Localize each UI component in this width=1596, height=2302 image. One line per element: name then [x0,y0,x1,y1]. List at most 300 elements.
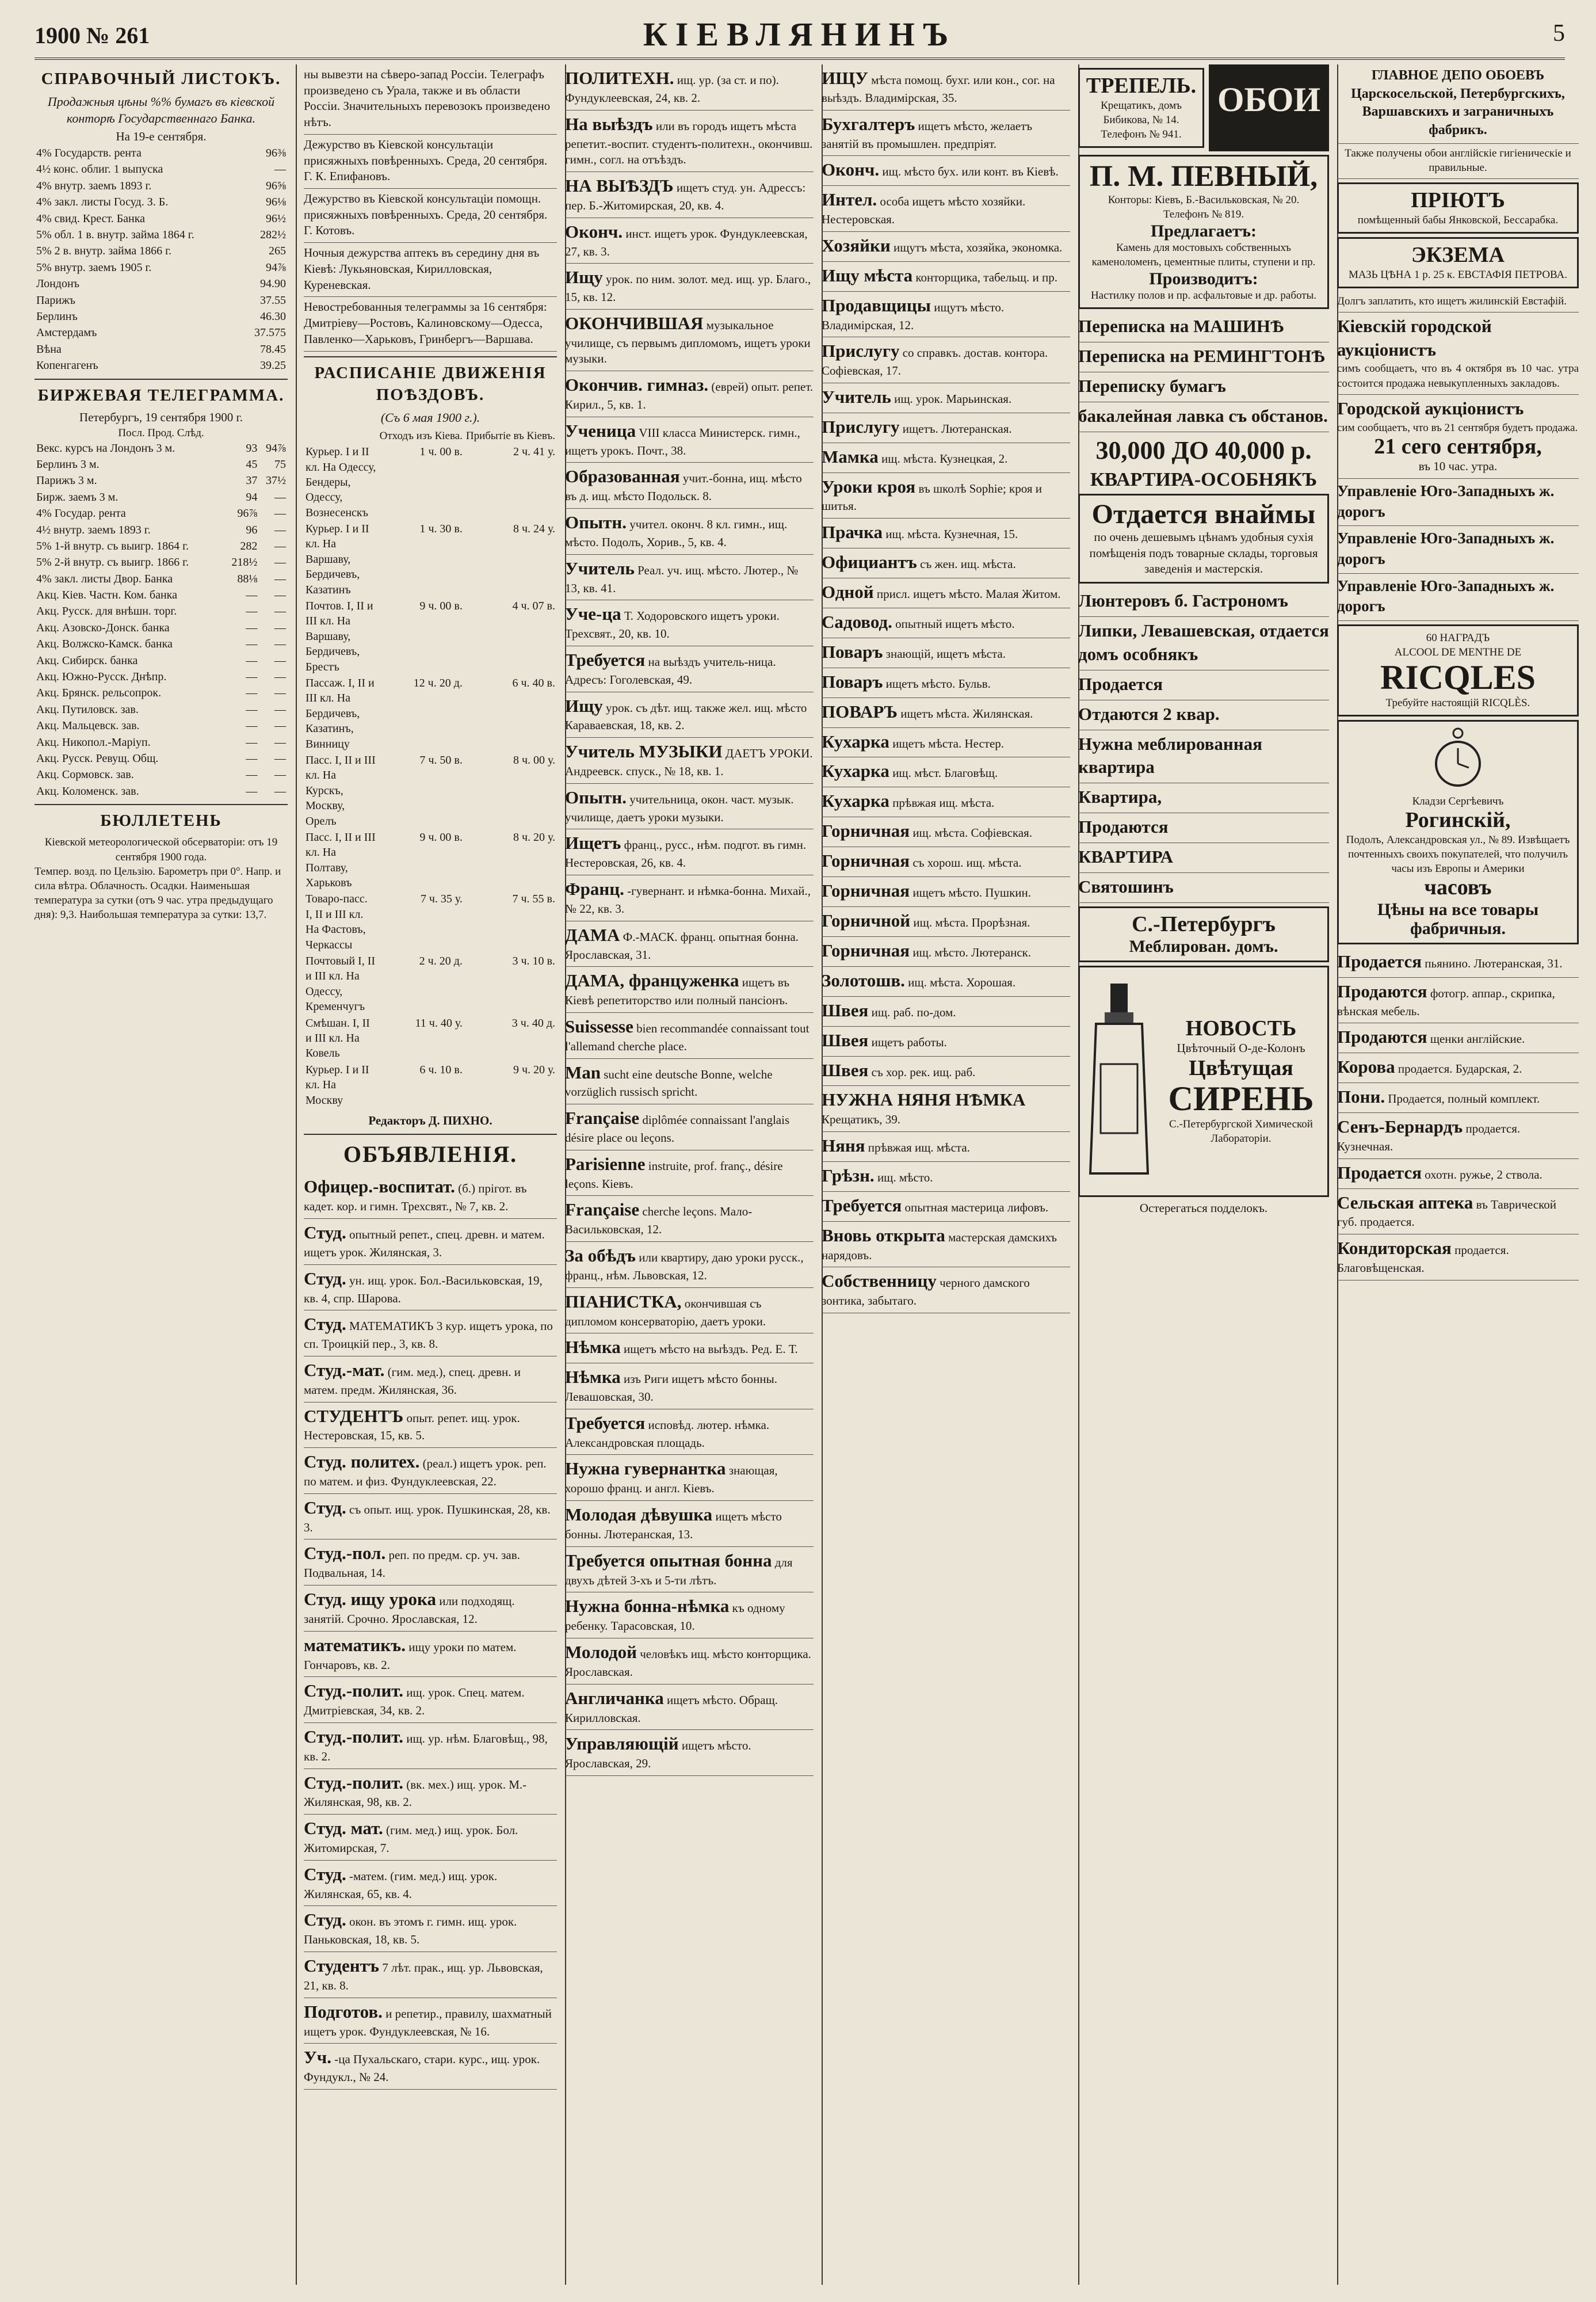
ad-text: ищ. мѣста. Кузнецкая, 2. [881,451,1008,466]
ad-keyword: ИЩУ [822,68,868,88]
table-cell: 39.25 [260,359,286,372]
ad-text: ищетъ. Лютеранская. [902,421,1012,436]
roginsky-top: Кладзи Сергѣевичъ [1412,795,1504,807]
news-item: Невостребованныя телеграммы за 16 сентября: Дмитріеву—Ростовъ, Калиновскому—Одесса, Павленко—Харьковъ, Гринбергъ—Варшава. [304,297,557,351]
ad-text: ищу уроки по матем. Гончаровъ, кв. 2. [304,1640,517,1672]
perepiska-ad: Переписка на МАШИНѢ [1078,316,1284,337]
table-cell: — [274,605,286,618]
classified-ad [304,1769,557,1815]
otdayutsya-ad: Отдаются 2 квар. [1078,703,1220,724]
table-row [35,357,288,373]
kvartira-ad: КВАРТИРА-ОСОБНЯКЪ [1090,469,1318,491]
classified-ad [565,1013,814,1059]
table-row [35,685,288,701]
classified-ad [304,1952,557,1998]
table-cell: 3 ч. 10 в. [512,955,555,968]
table-cell: 88⅛ [237,572,258,585]
table-row [35,767,288,783]
table-cell: Акц. Мальцевск. зав. [36,719,140,733]
table-cell: — [274,556,286,569]
ad-keyword: НУЖНА НЯНЯ НѢМКА [822,1089,1026,1110]
classified-ad [822,698,1070,728]
ad-keyword: Горничной [822,910,911,931]
ad-keyword: Учитель [565,558,635,578]
mebl-ad: Нужна меблированная квартира [1078,733,1262,778]
auction2-date: 21 сего сентября, [1374,434,1542,459]
ad-keyword: СТУДЕНТЪ [304,1405,404,1426]
weather-text: Темпер. возд. по Цельзію. Барометръ при 0°. Напр. и сила вѣтра. Облачность. Осадки. Наименьшая температура за сутки (отъ 9 час. утра предыдущаго дня): 9,3. Наибольшая температура за сутки: 13,7. [35,865,281,921]
classified-ad [822,1267,1070,1313]
table-cell: 4% закл. листы Госуд. З. Б. [36,196,169,209]
eczema-title: ЭКЗЕМА [1411,242,1505,267]
classified-ad [565,64,814,110]
prices-line: Цѣны на все товары фабричныя. [1377,900,1539,938]
roginsky-text: Подолъ, Александровская ул., № 89. Извѣщаетъ почтенныхъ своихъ покупателей, что получилъ часы изъ Европы и Америки [1346,833,1570,875]
ad-keyword: Нѣмка [565,1367,621,1388]
classified-ad [822,1027,1070,1057]
ad-text: ищ. мѣста. Прорѣзная. [913,915,1030,929]
table-row [35,489,288,505]
table-cell: Смѣшан. I, II и III кл. На Ковель [306,1016,370,1060]
ad-text: ищ. раб. по-дом. [871,1005,956,1019]
classified-ad [304,2044,557,2090]
table-cell: — [246,752,258,765]
classified-ad [822,262,1070,292]
classified-ad [565,1592,814,1638]
ad-keyword: Студ. [304,1222,346,1243]
ad-keyword: Горничная [822,940,910,961]
ad-text: Продается, полный комплект. [1388,1092,1540,1106]
priut-title: ПРІЮТЪ [1411,188,1505,212]
news-item: Дежурство въ Кіевской консультаціи помощн. присяжныхъ повѣренныхъ. Среда, 20 сентября. Г. Котовъ. [304,189,557,243]
auction2-title: Городской аукціонистъ [1337,398,1524,418]
page-number: 5 [1553,20,1565,47]
table-row [304,1015,557,1062]
table-cell: 96⅛ [266,196,286,209]
classified-ad [565,1059,814,1105]
table-cell: 4% свид. Крест. Банка [36,212,146,225]
table-row [304,444,557,521]
ad-text: щенки англійские. [1430,1032,1525,1046]
classified-ad [565,218,814,264]
table-row [304,953,557,1015]
ad-keyword: Студ. мат. [304,1818,383,1839]
ad-keyword: ДАМА [565,924,620,945]
table-cell: — [246,605,258,618]
classified-ad [1337,1189,1579,1235]
classified-ad [822,907,1070,937]
depot-sub: Также получены обои англійскіе гигіеническіе и правильные. [1337,144,1579,179]
ad-keyword: Швея [822,1030,869,1050]
classified-ad [304,1632,557,1678]
ad-text: учит.-бонна, ищ. мѣсто въ д. ищ. мѣсто Подольск. 8. [565,471,802,504]
table-cell: Курьер. I и II кл. На Москву [306,1063,369,1107]
ad-keyword: Студентъ [304,1956,379,1976]
ad-keyword: Опытн. [565,787,627,807]
table-cell: 2 ч. 20 д. [419,955,463,968]
classified-ad [565,264,814,310]
table-cell: — [274,490,286,504]
money-ad: 30,000 ДО 40,000 р. [1095,436,1312,464]
ad-text: фотогр. аппар., скрипка, вѣнская мебель. [1337,986,1555,1018]
table-cell: 1 ч. 30 в. [419,523,463,536]
ad-keyword: Пони. [1337,1087,1385,1107]
ad-keyword: Ищу мѣста [822,265,913,285]
ad-text: -гувернант. и нѣмка-бонна. Михай., № 22, кв. 3. [565,884,811,916]
ads-list [1337,948,1579,1280]
ads-list [565,64,814,1776]
ad-keyword: Студ. [304,1863,346,1884]
ad-text: или квартиру, даю уроки русск., франц., нѣм. Львовская, 12. [565,1251,804,1282]
ad-keyword: Хозяйки [822,235,891,256]
table-row [304,521,557,598]
table-cell: Амстердамъ [36,326,97,340]
ad-keyword: Учитель [822,386,891,407]
ad-keyword: Горничная [822,881,910,901]
table-cell: — [274,752,286,765]
table-row [35,669,288,685]
table-cell: 4% внутр. заемъ 1893 г. [36,179,152,192]
classified-ad [1337,1234,1579,1280]
table-cell: 218½ [231,556,258,569]
classified-ad [565,172,814,218]
ad-text: -ца Пухальскаго, стари. курс., ищ. урок. Фундукл., № 24. [304,2052,540,2084]
table-cell: — [246,589,258,602]
table-row [35,522,288,538]
ad-text: ищ. мѣсто. [877,1170,933,1184]
table-cell: 4% закл. листы Двор. Банка [36,572,173,585]
ad-text: Реал. уч. ищ. мѣсто. Лютер., № 13, кв. 41. [565,563,799,595]
classified-ad [822,337,1070,383]
ad-text: ищ. мѣст. Благовѣщ. [892,766,998,780]
classified-ad [565,600,814,646]
classified-ad [565,1333,814,1363]
table-cell: 37 [246,474,258,487]
ad-text: (гим. мед.) ищ. урок. Бол. Житомирская, 7. [304,1823,518,1855]
ad-text: ищ. мѣста. Кузнечная, 15. [885,527,1018,542]
ad-keyword: Швея [822,1000,869,1020]
ad-keyword: Прачка [822,522,883,543]
ad-text: знающая, хорошо франц. и англ. Кіевъ. [565,1463,778,1496]
table-header: Отходъ изъ Кіева. [379,430,463,443]
table-cell: — [274,768,286,782]
classified-ad [1337,948,1579,978]
vnaimy-ad [1078,494,1329,584]
ad-keyword: Студ.-полит. [304,1726,403,1747]
table-cell: — [274,719,286,733]
table-row [35,211,288,227]
classified-ad [565,1196,814,1242]
classified-ad [822,847,1070,877]
table-cell: Почтов. I, II и III кл. На Варшаву, Бердичевъ, Брестъ [306,600,373,673]
ad-keyword: Кондиторская [1337,1238,1452,1259]
ad-keyword: Офицер.-воспитат. [304,1176,455,1197]
table-cell: 96½ [266,212,286,225]
table-row [35,783,288,799]
siren-ad [1078,966,1329,1197]
ad-keyword: Прислугу [822,416,900,437]
table-row [35,276,288,292]
ad-text: черного дамского зонтика, забытаго. [822,1276,1030,1308]
ad-keyword: Продается [1337,951,1422,971]
classified-ad [822,638,1070,668]
ad-text: VIII класса Министерск. гимн., ищетъ урокъ. Почт., 38. [565,425,800,458]
ad-text: Ф.-МАСК. франц. опытная бонна. Ярославская, 31. [565,929,799,962]
news-top: ны вывезти на сѣверо-запад Россіи. Телеграфъ произведено съ Урала, также и въ области Россіи. Значительныхъ перевозокъ произведено нѣтъ. [304,64,557,135]
ad-text: человѣкъ ищ. мѣсто конторщика. Ярославская. [565,1647,811,1679]
table-cell: Курьер. I и II кл. На Варшаву, Бердичевъ, Казатинъ [306,523,369,596]
ad-text: bien recommandée connaissant tout l'allemand cherche place. [565,1021,810,1053]
classified-ad [304,1723,557,1769]
ad-keyword: Подготов. [304,2001,383,2022]
watches-word: часовъ [1424,875,1492,900]
sviatoshin-ad: Святошинъ [1078,876,1174,897]
column-ads-servants [814,64,1079,2285]
ad-text: присл. ищетъ мѣсто. Малая Житом. [876,587,1061,601]
ad-keyword: Горничная [822,851,910,871]
classified-ad [565,417,814,463]
ad-text: съ хор. рек. ищ. раб. [871,1065,976,1079]
ad-text: ищутъ мѣста, хозяйка, экономка. [894,240,1063,254]
classified-ad [304,1494,557,1540]
ad-keyword: Продается [1337,1162,1422,1183]
pocket-watch-icon [1432,726,1484,790]
ad-keyword: За обѣдъ [565,1245,636,1266]
classified-ad [1337,1083,1579,1113]
table-cell: Акц. Русск. для внѣшн. торг. [36,605,177,618]
ad-text: (еврей) опыт. репет. Кирил., 5, кв. 1. [565,380,814,412]
ad-keyword: Нужна гувернантка [565,1458,726,1479]
table-cell: Акц. Путиловск. зав. [36,703,139,716]
classified-ad [822,1057,1070,1087]
table-cell: 7 ч. 55 в. [512,893,555,906]
ad-text: -матем. (гим. мед.) ищ. урок. Жилянская, 65, кв. 4. [304,1869,498,1901]
ad-keyword: Мамка [822,446,879,467]
classified-ad [1337,978,1579,1024]
ad-text: опытный ищетъ мѣсто. [895,616,1015,631]
ad-keyword: Нѣмка [565,1337,621,1358]
table-cell: 75 [274,458,286,471]
ad-keyword: Одной [822,582,874,602]
table-row [35,308,288,325]
kvartira3-ad: КВАРТИРА [1078,847,1174,867]
classified-ad [822,757,1070,787]
table-cell: Пасс. I, II и III кл. На Курскъ, Москву, Орелъ [306,753,376,828]
classified-ad [565,1242,814,1288]
table-cell: — [246,768,258,782]
ad-text: ищетъ мѣсто. Пушкин. [912,886,1032,900]
classified-ad [565,1455,814,1501]
table-cell: 96⅞ [237,507,258,520]
ad-keyword: Продаются [1337,981,1427,1001]
table-cell: 6 ч. 10 в. [419,1063,463,1076]
table-cell: 94⅞ [266,441,286,455]
classified-ad [822,937,1070,967]
ad-keyword: Прислугу [822,341,900,361]
ad-text: конторщика, табельщ. и пр. [915,270,1057,284]
table-cell: 94⅞ [266,261,286,274]
table-cell: — [246,719,258,733]
table-cell: — [274,784,286,798]
bourse-date: Петербургъ, 19 сентября 1900 г. [79,410,243,424]
classified-ad [1337,1023,1579,1053]
ad-text: опытная мастерица лифовъ. [904,1200,1049,1214]
ad-keyword: Горничная [822,821,910,841]
ad-keyword: Française [565,1108,640,1129]
table-row [35,620,288,636]
ad-text: ищ. урок. Марьинская. [894,391,1012,406]
ads-title: ОБЪЯВЛЕНІЯ. [343,1141,518,1167]
classified-ad [565,463,814,509]
table-cell: 37.55 [260,294,286,307]
siren-title: СИРЕНЬ [1168,1079,1314,1118]
table-row [35,505,288,521]
classified-ad [822,383,1070,413]
novost-title: НОВОСТЬ [1185,1016,1297,1041]
table-row [35,750,288,767]
spb-ad [1078,906,1329,962]
table-cell: — [246,670,258,684]
ad-text: ищ. мѣсто. Лютеранск. [912,945,1032,959]
classified-ad [565,1150,814,1196]
ad-text: со справкъ. достав. контора. Софіевская, 17. [822,346,1048,378]
ad-keyword: Требуется [565,649,646,670]
ad-keyword: ОКОНЧИВШАЯ [565,312,704,333]
prodaetsya-ad: Продается [1078,673,1163,694]
ad-keyword: Оконч. [565,221,623,242]
classified-ad [822,787,1070,817]
ad-keyword: Франц. [565,879,624,900]
ad-text: пьянино. Лютеранская, 31. [1425,956,1563,970]
news-item: Дежурство въ Кіевской консультаціи присяжныхъ повѣренныхъ. Среда, 20 сентября. Г. К. Епифановъ. [304,135,557,189]
classified-ad [565,1501,814,1547]
classified-ad [565,110,814,172]
ad-keyword: Ищу [565,267,603,288]
table-cell: Пассаж. I, II и III кл. На Бердичевъ, Казатинъ, Винницу [306,677,375,750]
table-cell: Акц. Сормовск. зав. [36,768,134,782]
table-header [304,428,378,444]
ad-keyword: ПОВАРЪ [822,701,898,722]
table-cell: 6 ч. 40 в. [512,677,555,689]
table-row [304,675,557,752]
reference-subtitle: Продажныя цѣны %% бумагъ въ кіевской конторѣ Государственнаго Банка. [47,94,275,126]
perfume-bottle-icon [1085,978,1154,1185]
ug3-title: Управленіе Юго-Западныхъ ж. дорогъ [1337,577,1555,615]
ad-text: изъ Риги ищетъ мѣсто бонны. Левашовская, 30. [565,1372,777,1404]
ad-text: ищетъ студ. ун. Адрессъ: пер. Б.-Житомирская, 20, кв. 4. [565,180,806,212]
table-cell: — [274,654,286,667]
table-row [304,598,557,675]
classified-ad [565,371,814,417]
ad-keyword: ДАМА, француженка [565,970,739,991]
ad-keyword: Вновь открыта [822,1225,945,1245]
ricqles-name: ALCOOL DE MENTHE DE [1394,646,1522,658]
classified-ad [822,997,1070,1027]
bakaleya-ad: бакалейная лавка съ обстанов. [1078,405,1328,426]
table-cell: 4½ внутр. заемъ 1893 г. [36,523,151,536]
table-row [35,653,288,669]
odekolon-text: Цвѣточный О-де-Колонъ [1177,1041,1305,1055]
ad-keyword: Студ.-полит. [304,1680,403,1701]
ad-keyword: Требуется [565,1412,646,1433]
ad-keyword: Требуется опытная бонна [565,1550,772,1571]
table-cell: 96⅜ [266,147,286,160]
classified-ad [822,1222,1070,1268]
ad-text: учительница, окон. част. музык. училище, даетъ уроки музыки. [565,792,794,824]
table-cell: 1 ч. 00 в. [419,445,463,459]
classified-ad [304,1173,557,1219]
tsvet-title: Цвѣтущая [1189,1056,1293,1081]
remington-ad: Переписка на РЕМИНГТОНѢ [1078,345,1326,366]
ad-keyword: Студ.-полит. [304,1772,403,1793]
ad-keyword: Окончив. гимназ. [565,375,709,395]
newspaper-title: КІЕВЛЯНИНЪ [643,16,957,53]
classified-ad [565,1684,814,1731]
ad-text: особа ищетъ мѣсто хозяйки. Нестеровская. [822,195,1026,227]
table-header: Прибытіе въ Кіевъ. [465,430,555,443]
table-cell: Копенгагенъ [36,359,98,372]
ad-keyword: Сельская аптека [1337,1192,1473,1213]
depot-ad: ГЛАВНОЕ ДЕПО ОБОЕВЪ Царскосельской, Петербургскихъ, Варшавскихъ и заграничныхъ фабрикъ. [1337,64,1579,144]
table-row [35,571,288,587]
ad-text: (реал.) ищетъ урок. реп. по матем. и физ. Фундуклеевская, 22. [304,1457,547,1489]
table-row [35,440,288,456]
table-cell: 78.45 [260,342,286,356]
produces-text: Настилку полов и пр. асфальтовые и др. работы. [1090,289,1317,302]
lipki-ad: Липки, Левашевская, отдается домъ особнякъ [1078,620,1329,664]
classified-ad [304,1998,557,2044]
ad-keyword: ПОЛИТЕХН. [565,68,674,88]
train-table [304,428,557,1108]
table-cell: 96 [246,523,258,536]
table-cell: 37.575 [254,326,286,340]
reference-title: СПРАВОЧНЫЙ ЛИСТОКЪ. [41,70,281,88]
classified-ad [565,310,814,371]
table-row [35,718,288,734]
ad-text: исповѣд. лютер. нѣмка. Александровская площадь. [565,1417,770,1450]
bourse-columns: Посл. Прод. Слѣд. [118,426,204,439]
table-row [35,161,288,177]
classified-ad [822,1162,1070,1192]
column-news-schedule [296,64,566,2285]
table-cell: 282 [240,539,258,552]
ad-keyword: Продавщицы [822,295,931,315]
classified-ad [304,1265,557,1311]
ad-text: окончившая съ дипломом консерваторію, даетъ уроки. [565,1296,766,1328]
ad-text: ищ. мѣста. Хорошая. [908,975,1016,989]
table-cell: — [246,687,258,700]
ad-keyword: Parisienne [565,1153,646,1174]
dolg-ad: Долгъ заплатить, кто ищетъ жилинскій Евстафій. [1337,292,1579,312]
table-cell: 12 ч. 20 д. [413,677,463,689]
ad-text: cherche leçons. Мало-Васильковская, 12. [565,1205,753,1237]
ad-text: или подходящ. занятій. Срочно. Ярославская, 12. [304,1594,515,1626]
ad-keyword: Няня [822,1135,865,1156]
classified-ad [1337,1053,1579,1083]
classified-ad [822,728,1070,758]
classified-ad [304,1310,557,1356]
ad-keyword: НА ВЫѢЗДЪ [565,175,674,196]
table-cell: 4% Государ. рента [36,507,126,520]
table-cell: — [274,735,286,749]
classified-ad [822,186,1070,232]
classified-ad [822,967,1070,997]
table-cell: — [274,687,286,700]
table-row [35,178,288,194]
classified-ad [565,646,814,692]
classified-ad [822,1086,1070,1132]
ad-text: продается. Бударская, 2. [1398,1062,1522,1076]
